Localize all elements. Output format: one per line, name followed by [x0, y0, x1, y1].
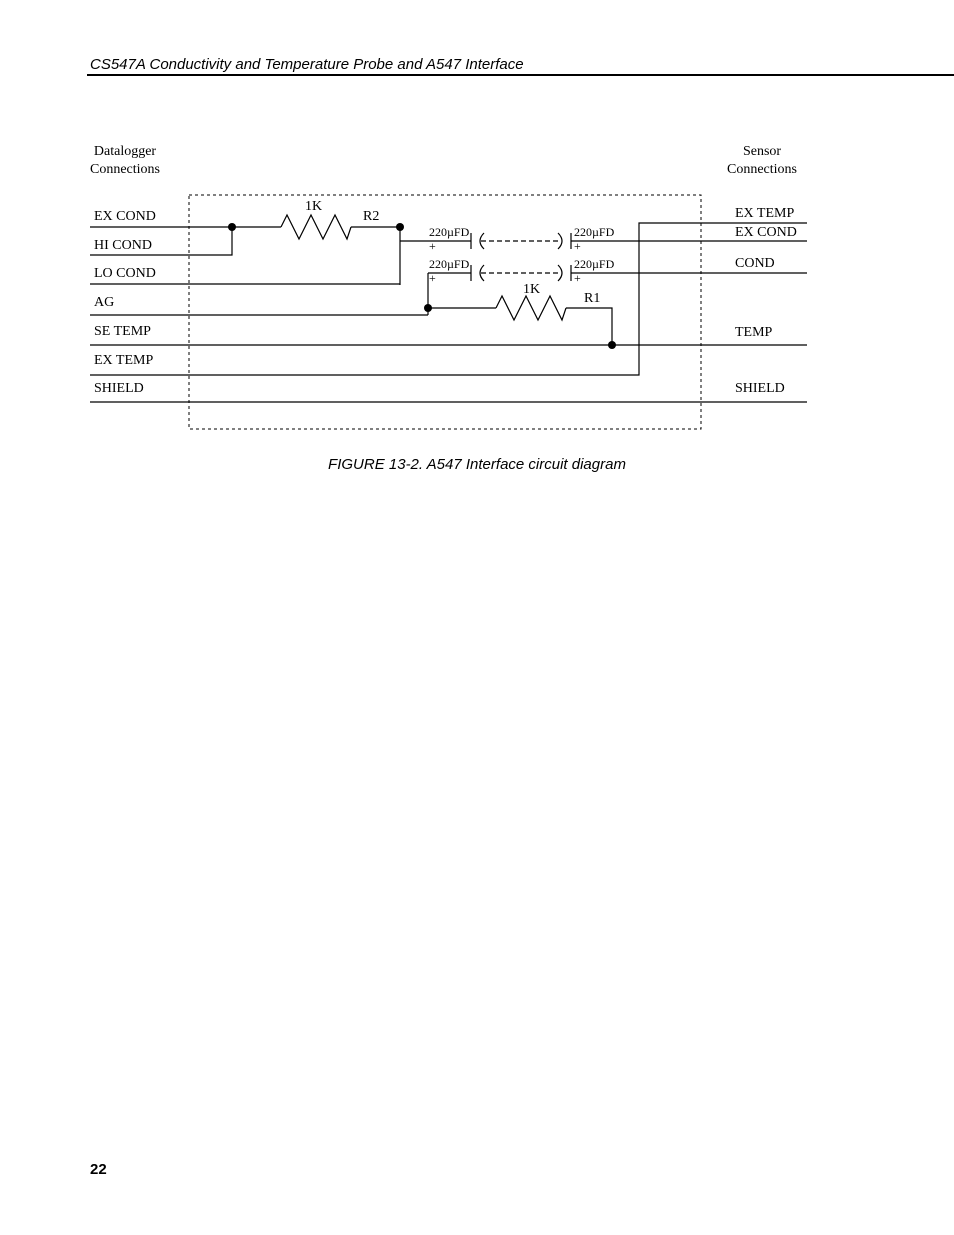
sensor-terminal-shield: SHIELD: [735, 381, 785, 396]
wire-ex-temp: [90, 223, 807, 375]
cap-c1b-plus: +: [574, 239, 581, 253]
dl-terminal-lo-cond: LO COND: [94, 266, 156, 281]
sensor-terminal-temp: TEMP: [735, 325, 773, 340]
junction-ex-hi-cond: [228, 223, 236, 231]
junction-ag: [424, 304, 432, 312]
sensor-terminal-ex-cond: EX COND: [735, 225, 797, 240]
cap-c2b-label: 220µFD: [574, 257, 615, 271]
page-number: 22: [90, 1161, 107, 1178]
junction-r2-out: [396, 223, 404, 231]
dl-terminal-se-temp: SE TEMP: [94, 324, 151, 339]
right-heading-line1: Sensor: [742, 144, 782, 159]
page-header-title: CS547A Conductivity and Temperature Probe and A547 Interface: [90, 56, 524, 73]
left-heading-line1: Datalogger: [93, 144, 157, 159]
cap-c1a-plus: +: [429, 239, 436, 253]
junction-temp: [608, 341, 616, 349]
r2-value-label: 1K: [305, 199, 323, 214]
r1-value-label: 1K: [523, 282, 541, 297]
wiring: [90, 215, 807, 402]
wire-r2-out: [351, 227, 400, 285]
capacitor-c2b-curve: [558, 265, 562, 281]
right-heading-line2: Connections: [727, 162, 797, 177]
r1-name-label: R1: [584, 291, 601, 306]
junctions: [228, 223, 616, 349]
capacitor-c1b-curve: [558, 233, 562, 249]
circuit-diagram: [0, 0, 954, 480]
dl-terminal-hi-cond: HI COND: [94, 238, 152, 253]
dl-terminal-ex-temp: EX TEMP: [94, 353, 154, 368]
sensor-terminal-cond: COND: [735, 256, 775, 271]
figure-caption: FIGURE 13-2. A547 Interface circuit diagram: [328, 456, 626, 473]
r2-name-label: R2: [363, 209, 380, 224]
dl-terminal-shield: SHIELD: [94, 381, 144, 396]
cap-c1a-label: 220µFD: [429, 225, 470, 239]
resistor-r1: [496, 296, 566, 320]
cap-c2a-label: 220µFD: [429, 257, 470, 271]
cap-c2a-plus: +: [429, 271, 436, 285]
dl-terminal-ag: AG: [94, 295, 115, 310]
left-heading-line2: Connections: [90, 162, 160, 177]
sensor-terminal-ex-temp: EX TEMP: [735, 206, 795, 221]
dl-terminal-ex-cond: EX COND: [94, 209, 156, 224]
cap-c1b-label: 220µFD: [574, 225, 615, 239]
cap-c2b-plus: +: [574, 271, 581, 285]
wire-r1-out: [566, 308, 612, 345]
resistor-r2: [281, 215, 351, 239]
